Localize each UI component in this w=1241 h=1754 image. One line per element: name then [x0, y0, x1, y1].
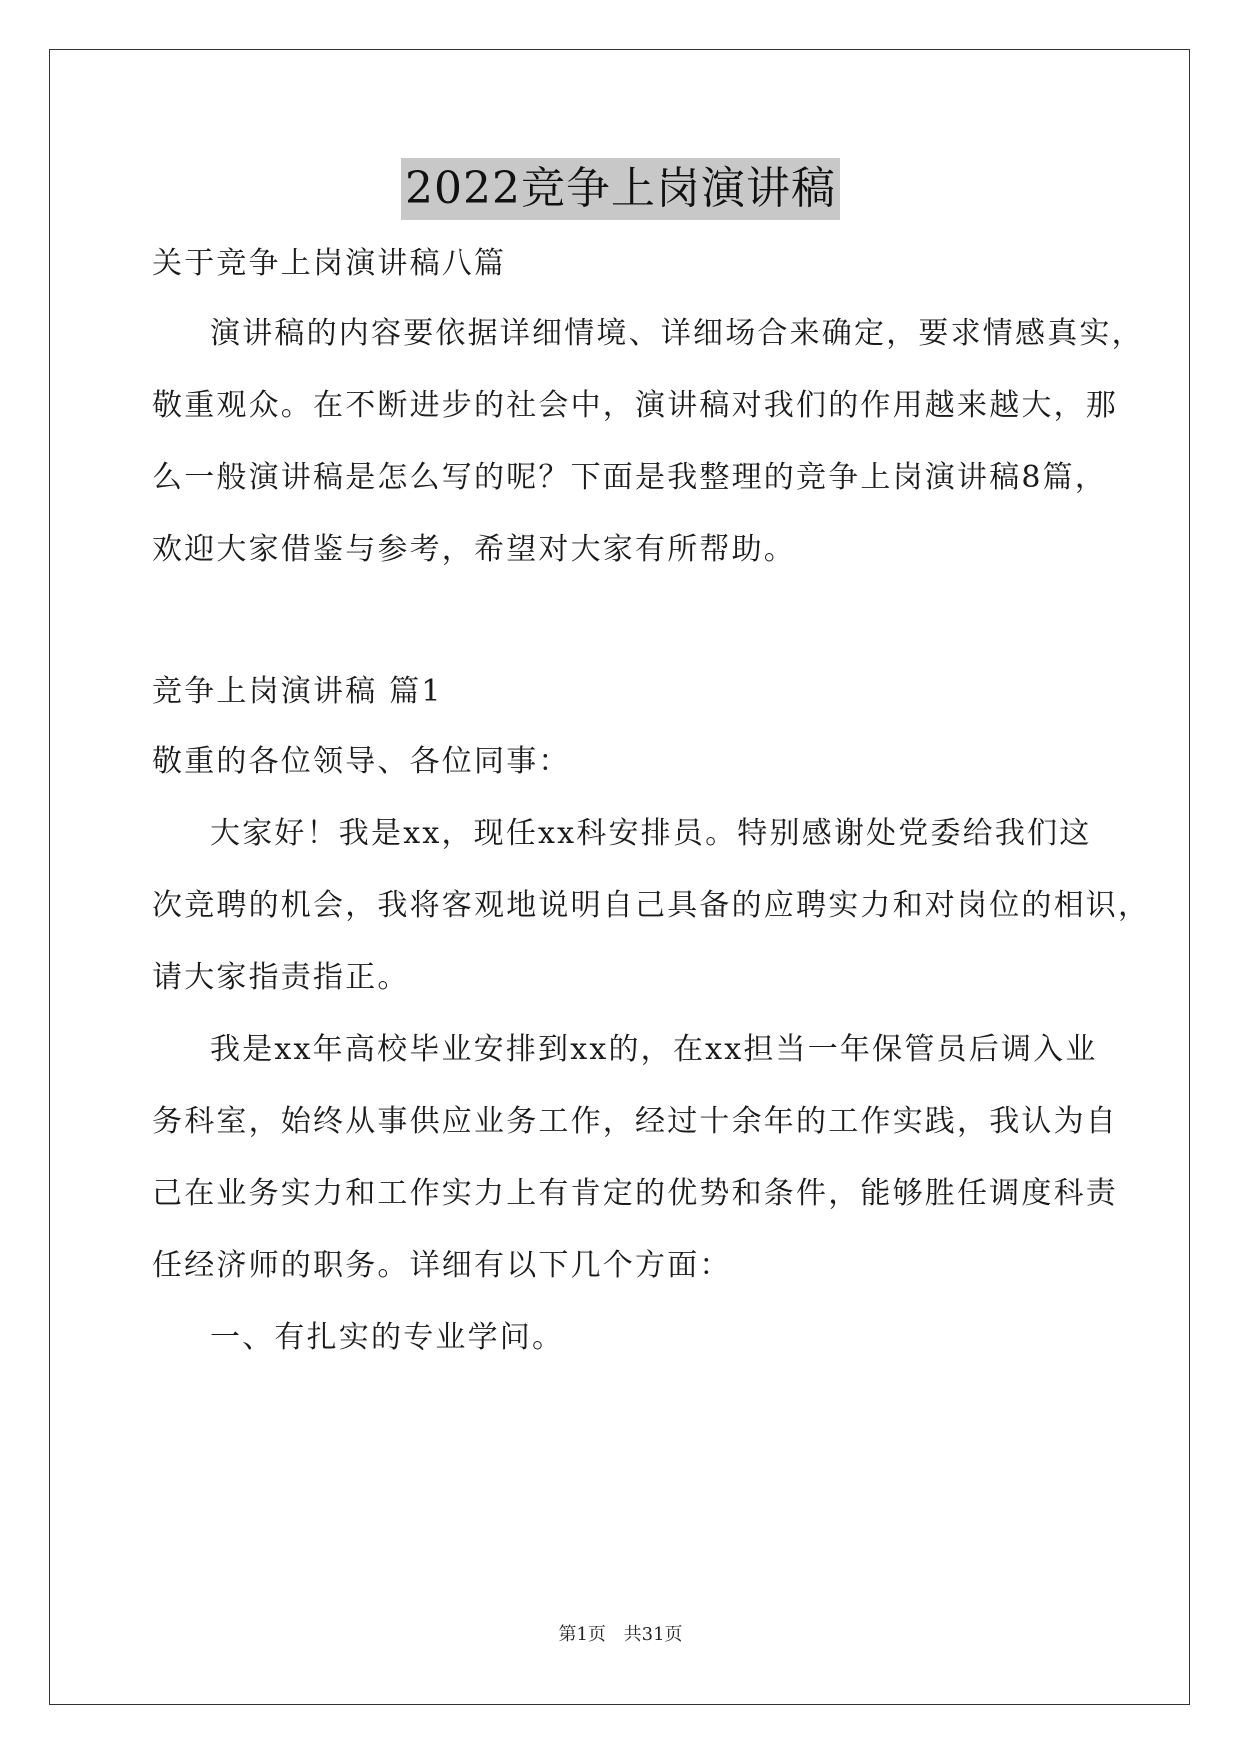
page-footer — [0, 1620, 1241, 1646]
page-number-total: 共31页 — [623, 1624, 683, 1645]
intro-line: 么一般演讲稿是怎么写的呢？下面是我整理的竞争上岗演讲稿8篇， — [152, 460, 1108, 495]
intro-line: 演讲稿的内容要依据详细情境、详细场合来确定，要求情感真实， — [210, 316, 1144, 351]
salutation: 敬重的各位领导、各位同事： — [152, 744, 571, 779]
paragraph-line: 己在业务实力和工作实力上有肯定的优势和条件，能够胜任调度科责 — [152, 1176, 1118, 1211]
paragraph-line: 请大家指责指正。 — [152, 960, 410, 995]
section-heading: 竞争上岗演讲稿 篇1 — [152, 674, 443, 709]
paragraph-line: 务科室，始终从事供应业务工作，经过十余年的工作实践，我认为自 — [152, 1104, 1118, 1139]
page-number-current: 第1页 — [558, 1624, 606, 1645]
paragraph-line: 次竞聘的机会，我将客观地说明自己具备的应聘实力和对岗位的相识， — [152, 888, 1151, 923]
page-border — [49, 49, 1190, 1705]
paragraph-line: 我是xx年高校毕业安排到xx的，在xx担当一年保管员后调入业 — [210, 1032, 1098, 1067]
intro-line: 欢迎大家借鉴与参考，希望对大家有所帮助。 — [152, 532, 796, 567]
title-container — [0, 158, 1241, 220]
point-heading: 一、有扎实的专业学问。 — [210, 1320, 565, 1355]
document-title: 2022竞争上岗演讲稿 — [401, 158, 840, 220]
document-subtitle: 关于竞争上岗演讲稿八篇 — [152, 246, 507, 281]
paragraph-line: 大家好！我是xx，现任xx科安排员。特别感谢处党委给我们这 — [210, 816, 1092, 851]
intro-line: 敬重观众。在不断进步的社会中，演讲稿对我们的作用越来越大，那 — [152, 388, 1118, 423]
paragraph-line: 任经济师的职务。详细有以下几个方面： — [152, 1248, 732, 1283]
